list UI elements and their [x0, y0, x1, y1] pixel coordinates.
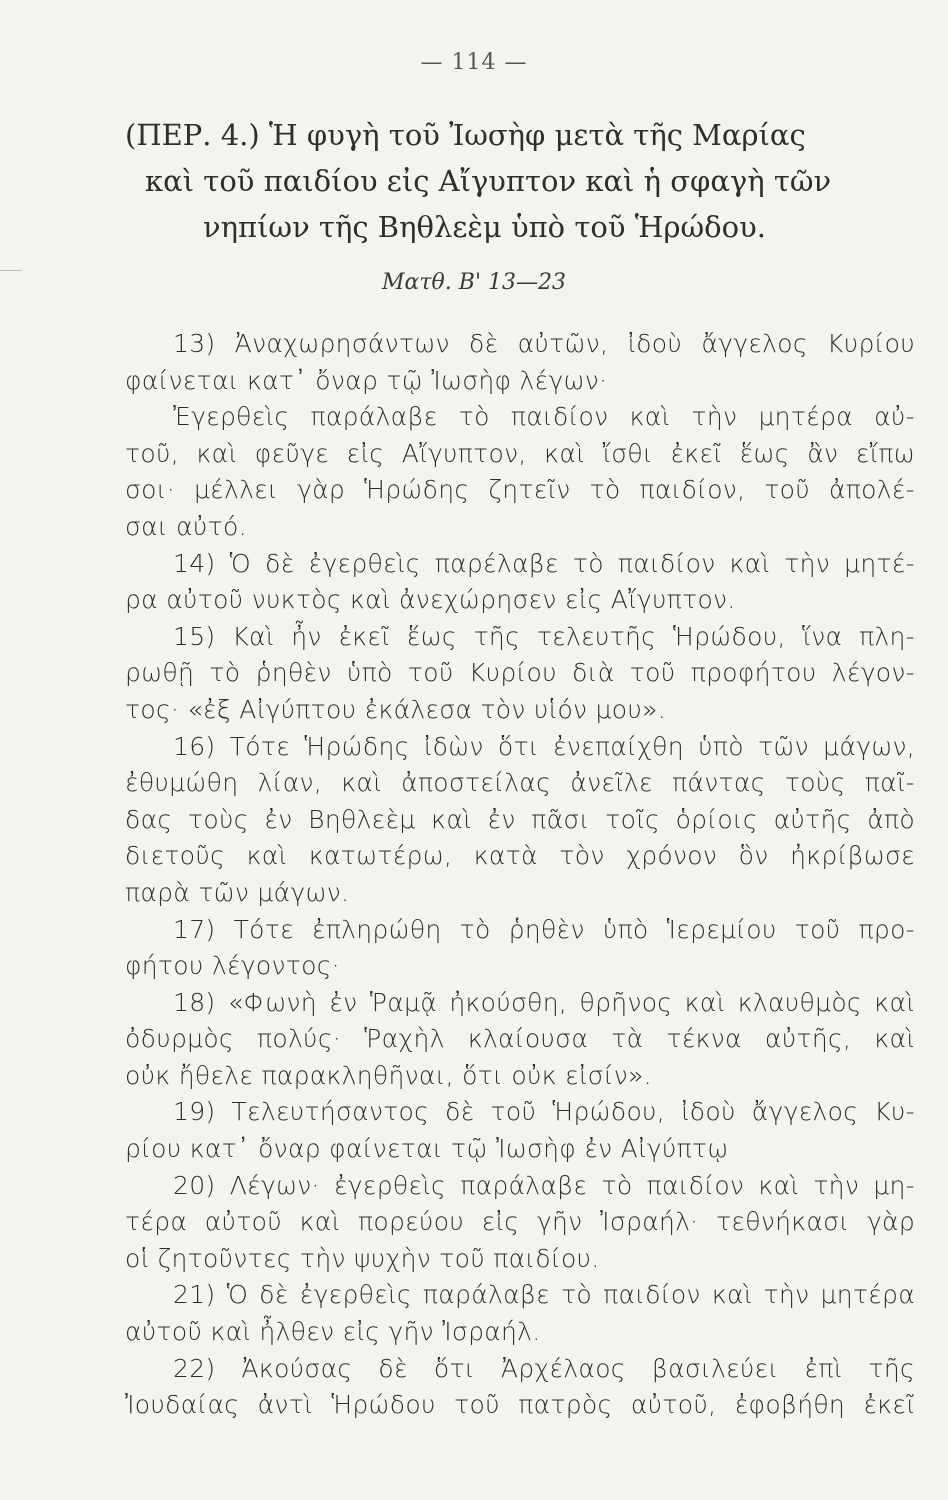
text-line: τέρα αὐτοῦ καὶ πορεύου εἰς γῆν Ἰσραήλ· τεθνήκασι γὰρ	[125, 1207, 915, 1237]
text-line: ὀδυρμὸς πολύς· Ῥαχὴλ κλαίουσα τὰ τέκνα αὐτῆς, καὶ	[125, 1024, 915, 1054]
text-line: 21) Ὁ δὲ ἐγερθεὶς παράλαβε τὸ παιδίον καὶ τὴν μητέρα	[173, 1280, 915, 1310]
text-line: φαίνεται κατ᾿ ὄναρ τῷ Ἰωσὴφ λέγων·	[125, 365, 608, 395]
text-line: Ἰουδαίας ἀντὶ Ἡρώδου τοῦ πατρὸς αὐτοῦ, ἐφοβήθη ἐκεῖ	[125, 1390, 915, 1420]
text-line: αὐτοῦ καὶ ἦλθεν εἰς γῆν Ἰσραήλ.	[125, 1317, 541, 1347]
text-line: 15) Καὶ ἦν ἐκεῖ ἕως τῆς τελευτῆς Ἡρώδου, ἵνα πλη-	[173, 621, 915, 651]
verse-text-block	[125, 326, 915, 1424]
text-line: τος· «ἐξ Αἰγύπτου ἐκάλεσα τὸν υἱόν μου».	[125, 694, 666, 724]
text-line: δας τοὺς ἐν Βηθλεὲμ καὶ ἐν πᾶσι τοῖς ὁρίοις αὐτῆς ἀπὸ	[125, 804, 915, 834]
text-line: 13) Ἀναχωρησάντων δὲ αὐτῶν, ἰδοὺ ἄγγελος Κυρίου	[173, 329, 915, 358]
text-line: τοῦ, καὶ φεῦγε εἰς Αἴγυπτον, καὶ ἴσθι ἐκεῖ ἕως ἂν εἴπω	[125, 438, 915, 468]
text-line: σοι· μέλλει γὰρ Ἡρώδης ζητεῖν τὸ παιδίον, τοῦ ἀπολέ-	[125, 475, 915, 505]
text-line: 14) Ὁ δὲ ἐγερθεὶς παρέλαβε τὸ παιδίον καὶ τὴν μητέ-	[173, 548, 915, 578]
page-number: — 114 —	[420, 50, 528, 75]
text-line: 20) Λέγων· ἐγερθεὶς παράλαβε τὸ παιδίον καὶ τὴν μη-	[173, 1170, 915, 1200]
text-line: οὐκ ἤθελε παρακληθῆναι, ὅτι οὐκ εἰσίν».	[125, 1060, 652, 1090]
text-line: 17) Τότε ἐπληρώθη τὸ ῥηθὲν ὑπὸ Ἱερεμίου τοῦ προ-	[173, 914, 915, 944]
heading-line-2: καὶ τοῦ παιδίου εἰς Αἴγυπτον καὶ ἡ σφαγὴ τῶν	[145, 164, 832, 198]
text-line: ρίου κατ᾿ ὄναρ φαίνεται τῷ Ἰωσὴφ ἐν Αἰγύπτῳ	[125, 1134, 729, 1164]
text-line: διετοῦς καὶ κατωτέρω, κατὰ τὸν χρόνον ὃν ἠκρίβωσε	[125, 841, 915, 871]
text-line: σαι αὐτό.	[125, 511, 247, 541]
text-line: παρὰ τῶν μάγων.	[125, 877, 350, 907]
text-line: Ἐγερθεὶς παράλαβε τὸ παιδίον καὶ τὴν μητέρα αὐ-	[173, 402, 915, 432]
heading-line-1: (ΠΕΡ. 4.) Ἡ φυγὴ τοῦ Ἰωσὴφ μετὰ τῆς Μαρίας	[125, 118, 806, 152]
text-line: οἱ ζητοῦντες τὴν ψυχὴν τοῦ παιδίου.	[125, 1243, 600, 1273]
chapter-heading	[125, 112, 925, 250]
text-line: φήτου λέγοντος·	[125, 951, 340, 981]
text-line: 22) Ἀκούσας δὲ ὅτι Ἀρχέλαος βασιλεύει ἐπὶ τῆς	[173, 1353, 915, 1383]
text-line: ρα αὐτοῦ νυκτὸς καὶ ἀνεχώρησεν εἰς Αἴγυπτον.	[125, 585, 736, 615]
text-line: ἐθυμώθη λίαν, καὶ ἀποστείλας ἀνεῖλε πάντας τοὺς παῖ-	[125, 768, 915, 798]
text-line: 19) Τελευτήσαντος δὲ τοῦ Ἡρώδου, ἰδοὺ ἄγγελος Κυ-	[173, 1097, 915, 1127]
scripture-reference: Ματθ. Β' 13—23	[382, 270, 566, 295]
text-line: 18) «Φωνὴ ἐν Ῥαμᾷ ἠκούσθη, θρῆνος καὶ κλαυθμὸς καὶ	[173, 987, 915, 1017]
text-line: 16) Τότε Ἡρώδης ἰδὼν ὅτι ἐνεπαίχθη ὑπὸ τῶν μάγων,	[173, 731, 915, 761]
heading-line-3: νηπίων τῆς Βηθλεὲμ ὑπὸ τοῦ Ἡρώδου.	[203, 210, 766, 244]
text-line: ρωθῇ τὸ ῥηθὲν ὑπὸ τοῦ Κυρίου διὰ τοῦ προφήτου λέγον-	[125, 658, 915, 688]
